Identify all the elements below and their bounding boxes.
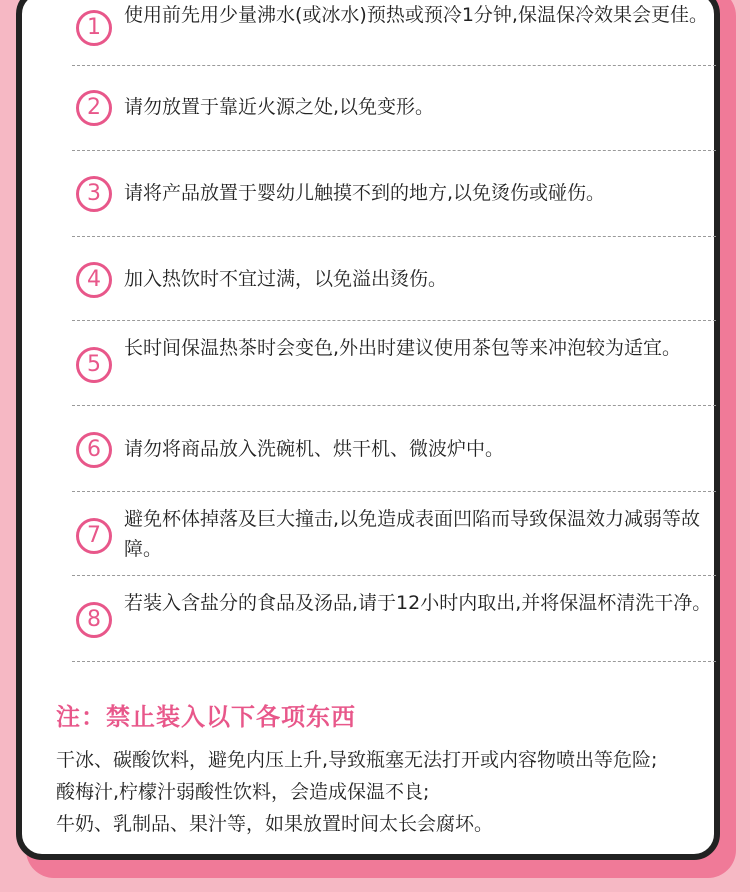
- number-badge: 5: [76, 347, 112, 383]
- number-badge: 7: [76, 518, 112, 554]
- list-item-text: 使用前先用少量沸水(或冰水)预热或预冷1分钟,保温保冷效果会更佳。: [124, 4, 708, 26]
- number-badge: 3: [76, 176, 112, 212]
- list-item: [72, 237, 716, 321]
- list-item: [72, 151, 716, 237]
- list-item: [72, 321, 716, 406]
- prohibited-item: 干冰、碳酸饮料，避免内压上升,导致瓶塞无法打开或内容物喷出等危险;: [56, 749, 658, 771]
- list-item-text: 若装入含盐分的食品及汤品,请于12小时内取出,并将保温杯清洗干净。: [124, 592, 712, 614]
- list-item: [72, 576, 716, 662]
- list-item-text: 加入热饮时不宜过满，以免溢出烫伤。: [124, 268, 448, 290]
- number-badge: 8: [76, 602, 112, 638]
- number-badge: 1: [76, 10, 112, 46]
- list-item-text: 长时间保温热茶时会变色,外出时建议使用茶包等来冲泡较为适宜。: [124, 337, 682, 359]
- list-item-text: 请将产品放置于婴幼儿触摸不到的地方,以免烫伤或碰伤。: [124, 182, 606, 204]
- list-item: [72, 492, 716, 576]
- number-badge: 6: [76, 432, 112, 468]
- list-item-text: 请勿放置于靠近火源之处,以免变形。: [124, 96, 435, 118]
- usage-notes-list: [72, 0, 716, 662]
- list-item: [72, 66, 716, 151]
- list-item-text: 请勿将商品放入洗碗机、烘干机、微波炉中。: [124, 438, 505, 460]
- number-badge: 4: [76, 262, 112, 298]
- list-item: [72, 406, 716, 492]
- list-item-text: 避免杯体掉落及巨大撞击,以免造成表面凹陷而导致保温效力减弱等故障。: [124, 508, 701, 560]
- prohibited-item: 酸梅汁,柠檬汁弱酸性饮料，会造成保温不良;: [56, 781, 430, 803]
- prohibited-items-list: [56, 744, 706, 840]
- prohibited-item: 牛奶、乳制品、果汁等，如果放置时间太长会腐坏。: [56, 813, 494, 835]
- number-badge: 2: [76, 90, 112, 126]
- prohibited-items-title: 注：禁止装入以下各项东西: [56, 703, 356, 731]
- list-item: [72, 0, 716, 66]
